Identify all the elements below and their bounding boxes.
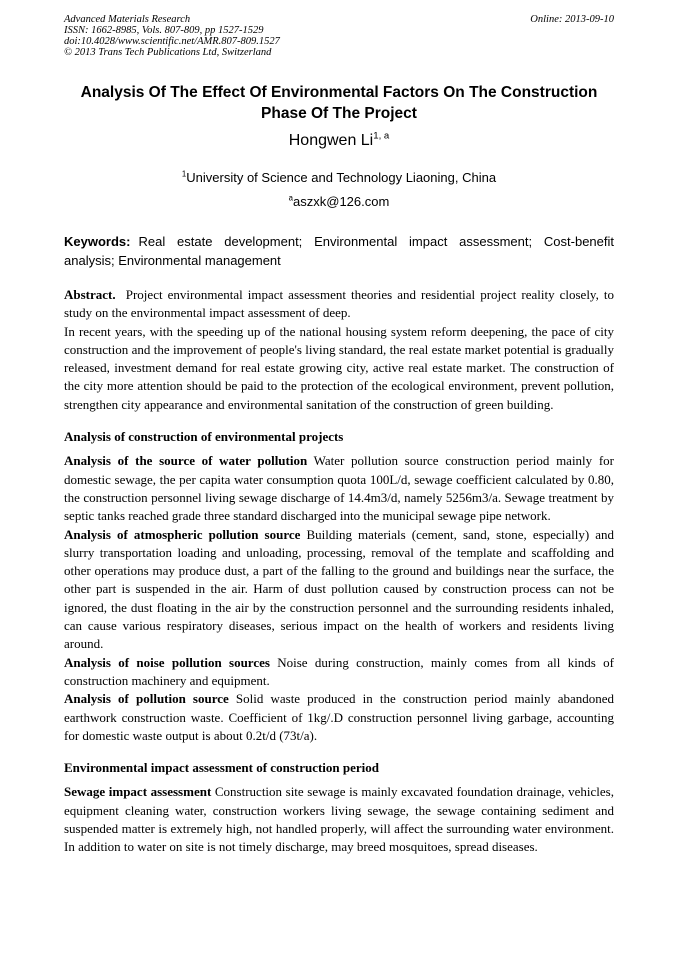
- title-line-2: Phase Of The Project: [261, 105, 417, 122]
- paper-body: [64, 286, 614, 857]
- abstract-paragraph: [64, 286, 614, 323]
- email-address: aszxk@126.com: [293, 194, 390, 209]
- section1-paragraph: [64, 654, 614, 691]
- subsection-label: Analysis of pollution source: [64, 691, 229, 707]
- copyright-line: © 2013 Trans Tech Publications Ltd, Switzerland: [64, 47, 272, 58]
- section1-paragraph: [64, 452, 614, 525]
- keywords-text: Real estate development; Environmental impact assessment; Cost-benefit analysis; Environmental management: [64, 234, 614, 268]
- subsection-label: Analysis of atmospheric pollution source: [64, 526, 301, 542]
- abstract-text: Project environmental impact assessment theories and residential project reality closely, to study on the environmental impact assessment of deep.: [64, 287, 615, 321]
- keywords: [64, 232, 614, 270]
- author: [64, 132, 614, 150]
- subsection-text: Building materials (cement, sand, stone, especially) and slurry transportation loading and unloading, processing, removal of the template and scaffolding and other operations may produce dust, a part of the falling to the ground and buildings near the surface, the other part is suspended in the air. Harm of dust pollution caused by construction process can not be ignored, the dust floating in the air by the construction personnel and the surrounding residents inhaled, can cause various respiratory diseases, serious impact on the health of workers and residents living around.: [64, 526, 615, 652]
- subsection-text: Noise during construction, mainly comes from all kinds of construction machinery and equipment.: [64, 654, 614, 688]
- journal-header: [64, 14, 614, 58]
- subsection-text: Water pollution source construction period mainly for domestic sewage, the per capita water consumption quota 100L/d, sewage coefficient calculated by 0.80, the construction personnel living sewage discharge of 14.4m3/d, namely 5256m3/a. Sewage treatment by septic tanks reached grade three standard discharged into the municipal sewage pipe network.: [64, 453, 614, 524]
- doi-line: doi:10.4028/www.scientific.net/AMR.807-809.1527: [64, 36, 280, 47]
- paper-title: [64, 82, 614, 124]
- subsection-text: Solid waste produced in the construction period mainly abandoned earthwork construction waste. Coefficient of 1kg/.D construction personnel living garbage, accounting for domestic waste output is about 0.2t/d (73t/a).: [64, 691, 615, 743]
- title-line-1: Analysis Of The Effect Of Environmental Factors On The Construction: [80, 84, 598, 101]
- email: [64, 194, 614, 209]
- online-date: Online: 2013-09-10: [530, 14, 614, 25]
- intro-paragraph: In recent years, with the speeding up of the national housing system reform deepening, the pace of city construction and the improvement of people's living standard, the real estate market potential is gradually released, investment demand for real estate growing city, active real estate market. The construction of the city more attention should be paid to the protection of the ecological environment, prevent pollution, strengthen city appearance and environmental sanitation of the construction of green building.: [64, 323, 614, 412]
- section2-paragraph: [64, 783, 614, 856]
- journal-name: Advanced Materials Research: [64, 14, 191, 25]
- subsection-text: Construction site sewage is mainly excavated foundation drainage, vehicles, equipment cleaning water, construction workers living sewage, the sewage containing sediment and suspended matter is extremely high, not handled properly, will affect the surrounding water environment. In addition to water on site is not timely discharge, may breed mosquitoes, spread diseases.: [64, 784, 614, 855]
- affiliation-superscript: 1: [181, 169, 187, 179]
- keywords-label: Keywords:: [64, 234, 131, 249]
- subsection-label: Analysis of the source of water pollution: [64, 453, 308, 469]
- subsection-label: Sewage impact assessment: [64, 784, 212, 800]
- section1-paragraph: [64, 690, 614, 745]
- subsection-label: Analysis of noise pollution sources: [64, 654, 270, 670]
- issn-line: ISSN: 1662-8985, Vols. 807-809, pp 1527-1529: [64, 25, 264, 36]
- section1-paragraph: [64, 526, 614, 654]
- section-heading-2: Environmental impact assessment of construction period: [64, 760, 380, 776]
- section-heading-1: Analysis of construction of environmental projects: [64, 429, 344, 445]
- author-superscript: 1, a: [373, 130, 390, 142]
- abstract-label: Abstract.: [64, 287, 116, 302]
- email-superscript: a: [288, 193, 294, 203]
- affiliation-text: University of Science and Technology Liaoning, China: [186, 170, 497, 185]
- affiliation: [64, 170, 614, 185]
- author-name: Hongwen Li: [288, 132, 374, 149]
